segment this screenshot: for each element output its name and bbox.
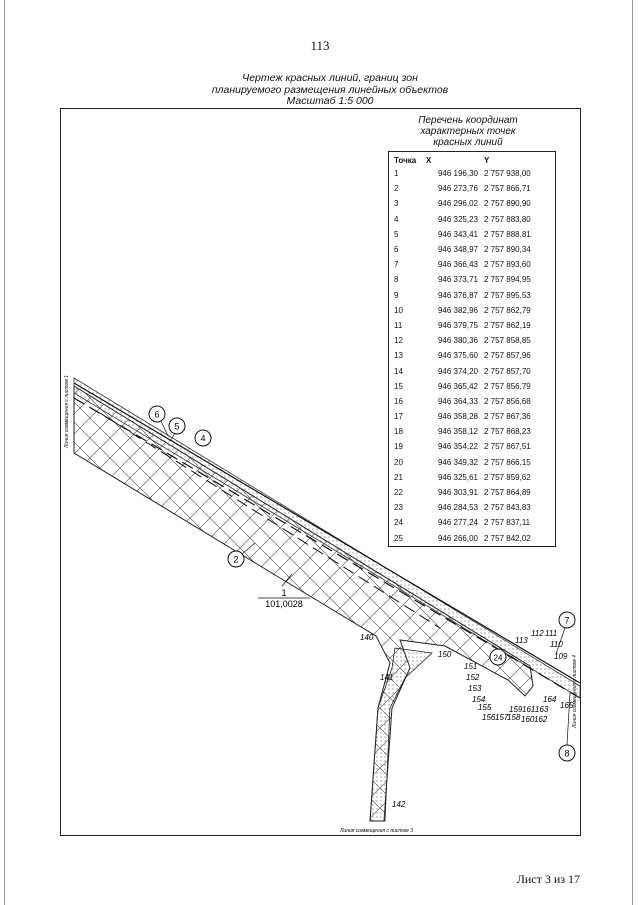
table-row bbox=[389, 455, 555, 470]
parcel-area: 101,0028 bbox=[265, 599, 303, 609]
point-cell: 10 bbox=[394, 305, 403, 315]
point-cell: 19 bbox=[394, 442, 403, 452]
point-cell: 23 bbox=[394, 503, 403, 513]
x-cell: 946 196,30 bbox=[437, 169, 478, 179]
point-label: 140 bbox=[360, 633, 374, 642]
circle-marker-7-label: 7 bbox=[564, 615, 570, 626]
x-cell: 946 364,33 bbox=[437, 396, 478, 406]
y-cell: 2 757 883,80 bbox=[484, 214, 531, 224]
table-row bbox=[389, 409, 555, 424]
point-cell: 6 bbox=[394, 245, 399, 255]
table-row bbox=[389, 379, 555, 394]
point-cell: 12 bbox=[394, 336, 403, 346]
point-label: 161 bbox=[522, 705, 536, 714]
y-cell: 2 757 890,90 bbox=[484, 199, 531, 209]
title-line-1: Чертеж красных линий, границ зон bbox=[242, 72, 418, 84]
x-cell: 946 273,76 bbox=[437, 184, 478, 194]
point-label: 113 bbox=[515, 636, 528, 645]
y-cell: 2 757 842,02 bbox=[484, 533, 531, 543]
point-label: 110 bbox=[550, 640, 563, 649]
point-label: 151 bbox=[464, 662, 478, 671]
point-label: 164 bbox=[543, 695, 557, 704]
table-row bbox=[389, 257, 555, 272]
parcel-number: 1 bbox=[281, 588, 287, 598]
point-cell: 25 bbox=[394, 533, 403, 543]
circle-marker-4-label: 4 bbox=[200, 433, 206, 444]
table-row bbox=[389, 485, 555, 500]
point-label: 111 bbox=[545, 629, 558, 638]
table-row bbox=[389, 181, 555, 196]
point-cell: 15 bbox=[394, 381, 403, 391]
circle-marker-2-label: 2 bbox=[233, 554, 239, 565]
table-row bbox=[389, 531, 555, 546]
x-cell: 946 365,42 bbox=[437, 381, 478, 391]
point-label: 159 bbox=[509, 705, 523, 714]
y-cell: 2 757 857,96 bbox=[484, 351, 531, 361]
y-cell: 2 757 894,95 bbox=[484, 275, 531, 285]
circle-marker-6-label: 6 bbox=[154, 409, 160, 420]
point-label: 160 bbox=[521, 715, 535, 724]
circle-marker-5-label: 5 bbox=[174, 421, 180, 432]
point-label: 142 bbox=[392, 800, 406, 809]
point-cell: 22 bbox=[394, 488, 403, 498]
y-cell: 2 757 843,83 bbox=[484, 503, 531, 513]
x-cell: 946 376,87 bbox=[437, 290, 478, 300]
combine-line-right: Линия совмещения с листом 4 bbox=[572, 655, 578, 728]
point-cell: 7 bbox=[394, 260, 399, 270]
point-cell: 21 bbox=[394, 472, 403, 482]
y-cell: 2 757 890,34 bbox=[484, 245, 531, 255]
sheet-footer: Лист 3 из 17 bbox=[516, 872, 580, 886]
x-cell: 946 373,71 bbox=[437, 275, 478, 285]
coord-title-line: характерных точек bbox=[420, 126, 516, 137]
header-y: Y bbox=[484, 156, 490, 165]
y-cell: 2 757 859,62 bbox=[484, 472, 531, 482]
table-row bbox=[389, 212, 555, 227]
x-cell: 946 375,60 bbox=[437, 351, 478, 361]
x-cell: 946 354,22 bbox=[437, 442, 478, 452]
coord-table-header bbox=[389, 152, 555, 166]
point-label: 150 bbox=[438, 650, 452, 659]
circle-marker-24-label: 24 bbox=[493, 653, 503, 663]
point-cell: 17 bbox=[394, 412, 403, 422]
point-cell: 20 bbox=[394, 457, 403, 467]
point-label: 162 bbox=[534, 715, 548, 724]
circle-marker-4 bbox=[195, 430, 211, 446]
table-row bbox=[389, 424, 555, 439]
y-cell: 2 757 862,79 bbox=[484, 305, 531, 315]
combine-line-bottom: Линия совмещения с листом 3 bbox=[340, 828, 413, 834]
x-cell: 946 325,23 bbox=[437, 214, 478, 224]
y-cell: 2 757 866,15 bbox=[484, 457, 531, 467]
page-edge-left bbox=[4, 0, 5, 905]
title-line-2: планируемого размещения линейных объектов bbox=[211, 83, 449, 96]
x-cell: 946 284,53 bbox=[437, 503, 478, 513]
table-row bbox=[389, 318, 555, 333]
x-cell: 946 366,43 bbox=[437, 260, 478, 270]
point-label: 112 bbox=[531, 629, 544, 638]
x-cell: 946 303,91 bbox=[437, 488, 478, 498]
point-cell: 3 bbox=[394, 199, 399, 209]
point-cell: 13 bbox=[394, 351, 403, 361]
point-cell: 9 bbox=[394, 290, 399, 300]
circle-marker-24 bbox=[490, 649, 506, 665]
point-label: 163 bbox=[535, 705, 549, 714]
point-cell: 2 bbox=[394, 184, 399, 194]
y-cell: 2 757 837,11 bbox=[484, 518, 531, 528]
point-label: 153 bbox=[468, 684, 482, 693]
table-row bbox=[389, 394, 555, 409]
x-cell: 946 296,02 bbox=[437, 199, 478, 209]
y-cell: 2 757 895,53 bbox=[484, 290, 531, 300]
table-row bbox=[389, 196, 555, 211]
y-cell: 2 757 866,71 bbox=[484, 184, 531, 194]
y-cell: 2 757 893,60 bbox=[484, 260, 531, 270]
table-row bbox=[389, 227, 555, 242]
table-row bbox=[389, 515, 555, 530]
point-cell: 16 bbox=[394, 396, 403, 406]
table-row bbox=[389, 303, 555, 318]
x-cell: 946 379,75 bbox=[437, 320, 478, 330]
point-label: 152 bbox=[466, 673, 480, 682]
table-row bbox=[389, 348, 555, 363]
y-cell: 2 757 856,79 bbox=[484, 381, 531, 391]
point-label: 158 bbox=[507, 713, 521, 722]
x-cell: 946 358,28 bbox=[437, 412, 478, 422]
x-cell: 946 325,61 bbox=[437, 472, 478, 482]
table-row bbox=[389, 439, 555, 454]
header-x: X bbox=[426, 156, 432, 165]
coord-table-body bbox=[389, 166, 555, 546]
table-row bbox=[389, 363, 555, 378]
combine-line-left: Линия совмещения с листом 1 bbox=[64, 375, 70, 448]
y-cell: 2 757 857,70 bbox=[484, 366, 531, 376]
point-label: 165 bbox=[560, 701, 574, 710]
y-cell: 2 757 888,81 bbox=[484, 229, 531, 239]
header-point: Точка bbox=[394, 156, 417, 165]
coord-title-line: Перечень координат bbox=[418, 115, 518, 126]
point-label: 155 bbox=[478, 703, 492, 712]
x-cell: 946 374,20 bbox=[437, 366, 478, 376]
table-row bbox=[389, 242, 555, 257]
x-cell: 946 349,32 bbox=[437, 457, 478, 467]
x-cell: 946 358,12 bbox=[437, 427, 478, 437]
y-cell: 2 757 862,19 bbox=[484, 320, 531, 330]
point-cell: 11 bbox=[394, 320, 403, 330]
title-line-scale: Масштаб 1:5 000 bbox=[286, 95, 374, 107]
table-row bbox=[389, 500, 555, 515]
point-cell: 18 bbox=[394, 427, 403, 437]
point-label: 141 bbox=[380, 673, 394, 682]
point-label: 154 bbox=[472, 695, 486, 704]
circle-marker-8-label: 8 bbox=[564, 748, 570, 759]
table-row bbox=[389, 288, 555, 303]
point-label: 157 bbox=[495, 713, 509, 722]
x-cell: 946 348,97 bbox=[437, 245, 478, 255]
point-cell: 5 bbox=[394, 229, 399, 239]
y-cell: 2 757 938,00 bbox=[484, 169, 531, 179]
x-cell: 946 382,96 bbox=[437, 305, 478, 315]
y-cell: 2 757 858,85 bbox=[484, 336, 531, 346]
coord-table-title bbox=[388, 115, 548, 148]
point-cell: 4 bbox=[394, 214, 399, 224]
point-cell: 1 bbox=[394, 169, 399, 179]
coord-title-line: красных линий bbox=[433, 137, 503, 148]
page-edge-right bbox=[632, 0, 633, 905]
point-label: 109 bbox=[554, 652, 568, 661]
point-cell: 14 bbox=[394, 366, 403, 376]
page-number: 113 bbox=[310, 38, 330, 53]
point-label: 156 bbox=[482, 713, 496, 722]
drawing-title bbox=[180, 73, 480, 108]
table-row bbox=[389, 333, 555, 348]
y-cell: 2 757 867,51 bbox=[484, 442, 531, 452]
x-cell: 946 343,41 bbox=[437, 229, 478, 239]
coord-table bbox=[388, 151, 556, 547]
y-cell: 2 757 864,89 bbox=[484, 488, 531, 498]
x-cell: 946 266,00 bbox=[437, 533, 478, 543]
x-cell: 946 277,24 bbox=[437, 518, 478, 528]
table-row bbox=[389, 166, 555, 181]
y-cell: 2 757 868,23 bbox=[484, 427, 531, 437]
x-cell: 946 380,36 bbox=[437, 336, 478, 346]
y-cell: 2 757 856,68 bbox=[484, 396, 531, 406]
table-row bbox=[389, 470, 555, 485]
point-cell: 24 bbox=[394, 518, 403, 528]
table-row bbox=[389, 272, 555, 287]
y-cell: 2 757 867,36 bbox=[484, 412, 531, 422]
point-cell: 8 bbox=[394, 275, 399, 285]
